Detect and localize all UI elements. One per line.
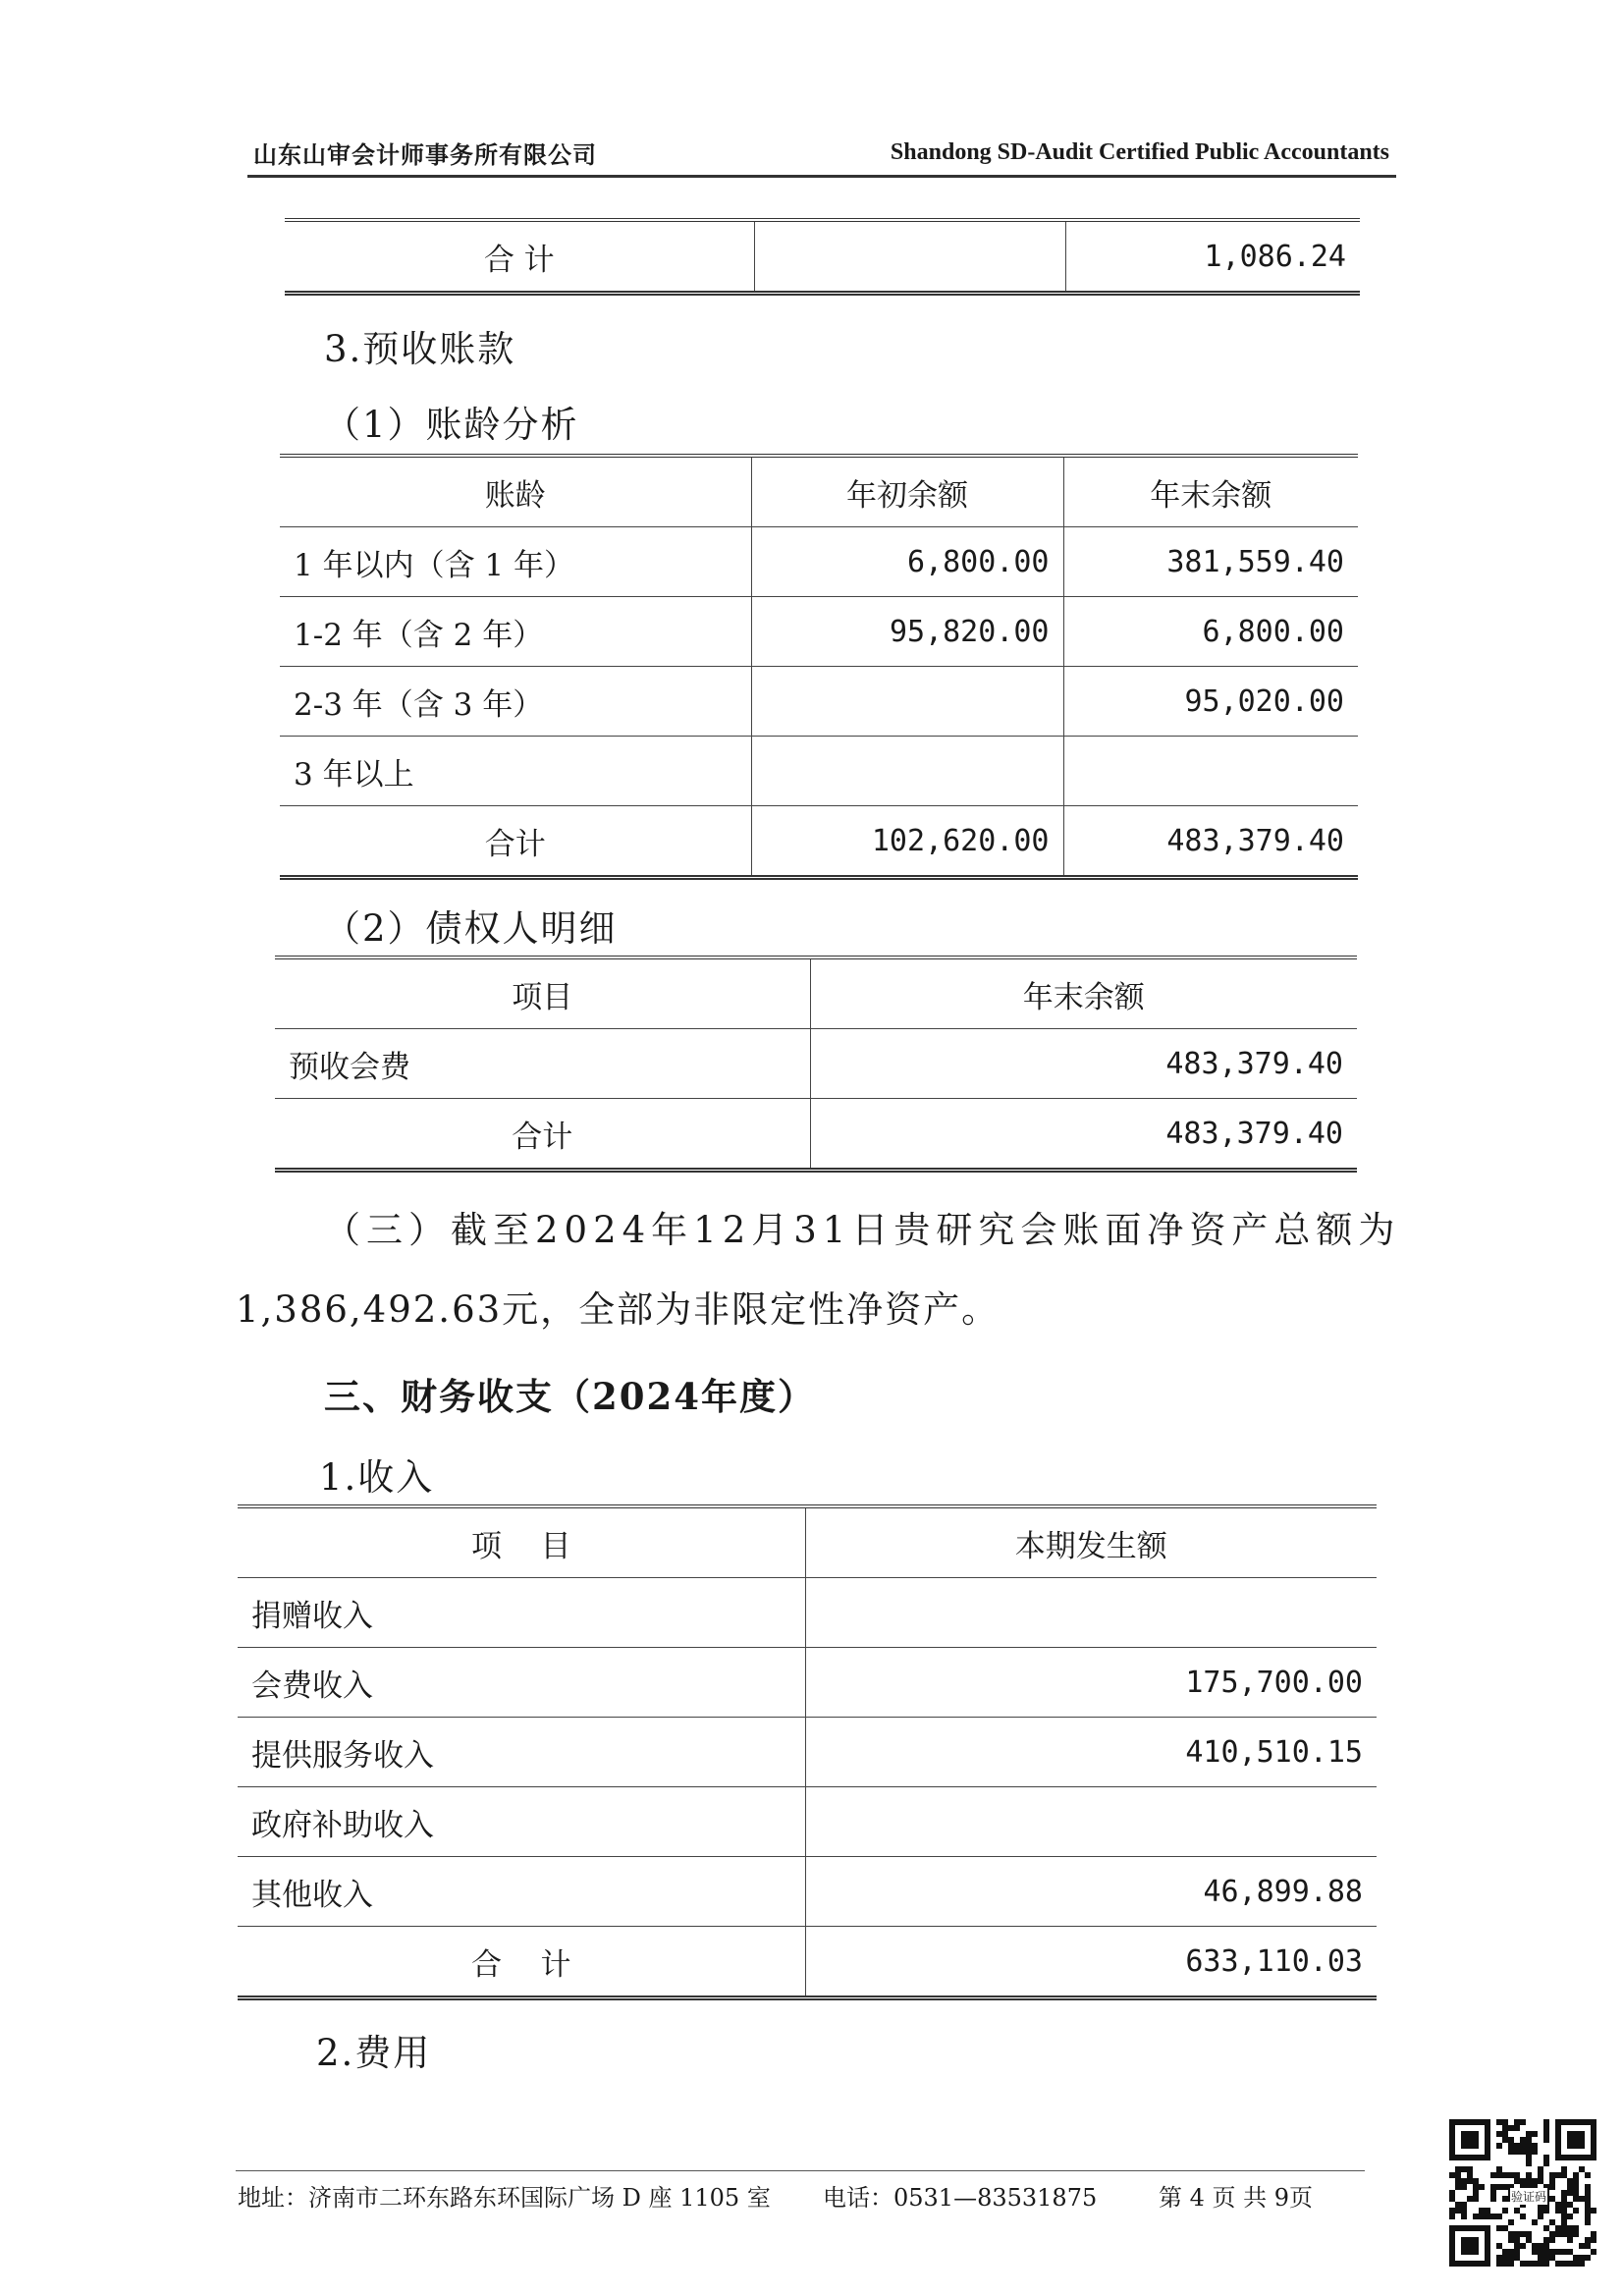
qr-code-icon[interactable]	[1449, 2119, 1596, 2267]
table-total-row	[275, 1099, 1357, 1171]
table-row	[280, 667, 1358, 737]
column-header: 账龄	[280, 456, 751, 527]
table-cell: 会费收入	[238, 1648, 805, 1718]
table-cell: 410,510.15	[805, 1718, 1377, 1787]
table-cell: 预收会费	[275, 1029, 810, 1099]
table-cell	[805, 1578, 1377, 1648]
table-cell: 其他收入	[238, 1857, 805, 1927]
income-title: 1.收入	[319, 1456, 435, 1499]
footer-page-number: 第 4 页 共 9页	[1159, 2184, 1314, 2212]
table-header-row	[275, 957, 1357, 1029]
table-cell: 捐赠收入	[238, 1578, 805, 1648]
table-cell: 633,110.03	[805, 1927, 1377, 1998]
table-header-row	[238, 1506, 1377, 1578]
table-row	[238, 1648, 1377, 1718]
qr-caption: 验证码	[1511, 2190, 1547, 2204]
table-cell: 1 年以内（含 1 年）	[280, 527, 751, 597]
table-row	[238, 1787, 1377, 1857]
footer-address: 地址：济南市二环东路东环国际广场 D 座 1105 室	[238, 2184, 771, 2212]
table-cell: 合计	[275, 1099, 810, 1171]
table-cell: 95,820.00	[751, 597, 1063, 667]
column-header: 项 目	[238, 1506, 805, 1578]
section-title: 3.预收账款	[324, 328, 516, 370]
table-row	[280, 597, 1358, 667]
net-assets-line2: 1,386,492.63元，全部为非限定性净资产。	[236, 1288, 1001, 1331]
table-cell: 175,700.00	[805, 1648, 1377, 1718]
subsection-title: （2）债权人明细	[324, 907, 618, 950]
table-row	[238, 1718, 1377, 1787]
expense-title: 2.费用	[316, 2032, 432, 2074]
table-cell	[751, 667, 1063, 737]
subsection-title: （1）账龄分析	[324, 404, 579, 446]
table-cell: 政府补助收入	[238, 1787, 805, 1857]
aging-table	[280, 454, 1358, 880]
table-cell	[754, 220, 1065, 294]
table-cell	[805, 1787, 1377, 1857]
table-cell: 1,086.24	[1065, 220, 1360, 294]
column-header: 项目	[275, 957, 810, 1029]
table-cell: 6,800.00	[751, 527, 1063, 597]
table-cell	[1063, 737, 1358, 806]
table-cell: 483,379.40	[810, 1029, 1357, 1099]
creditor-table	[275, 956, 1357, 1173]
net-assets-line1: （三）截至2024年12月31日贵研究会账面净资产总额为	[324, 1209, 1401, 1251]
table-cell: 合 计	[285, 220, 754, 294]
table-cell: 提供服务收入	[238, 1718, 805, 1787]
table-header-row	[280, 456, 1358, 527]
table-cell: 合 计	[238, 1927, 805, 1998]
header-rule	[247, 175, 1396, 178]
column-header: 本期发生额	[805, 1506, 1377, 1578]
prev-total-table	[285, 218, 1360, 296]
table-cell: 95,020.00	[1063, 667, 1358, 737]
table-row	[280, 737, 1358, 806]
table-row	[280, 527, 1358, 597]
table-cell: 102,620.00	[751, 806, 1063, 878]
footer-rule	[236, 2170, 1365, 2171]
table-row	[238, 1857, 1377, 1927]
finance-heading: 三、财务收支（2024年度）	[324, 1375, 816, 1418]
table-row	[238, 1578, 1377, 1648]
table-cell: 483,379.40	[810, 1099, 1357, 1171]
table-total-row	[238, 1927, 1377, 1998]
table-cell: 2-3 年（含 3 年）	[280, 667, 751, 737]
table-cell: 3 年以上	[280, 737, 751, 806]
table-cell: 合计	[280, 806, 751, 878]
table-cell: 6,800.00	[1063, 597, 1358, 667]
footer-phone: 电话：0531—83531875	[823, 2184, 1098, 2212]
firm-name-en: Shandong SD-Audit Certified Public Accountants	[890, 139, 1389, 165]
table-cell: 483,379.40	[1063, 806, 1358, 878]
column-header: 年初余额	[751, 456, 1063, 527]
table-cell	[751, 737, 1063, 806]
column-header: 年末余额	[1063, 456, 1358, 527]
firm-name-cn: 山东山审会计师事务所有限公司	[253, 141, 597, 169]
table-cell: 46,899.88	[805, 1857, 1377, 1927]
table-row	[275, 1029, 1357, 1099]
column-header: 年末余额	[810, 957, 1357, 1029]
table-row	[285, 220, 1360, 294]
income-table	[238, 1504, 1377, 2000]
table-cell: 1-2 年（含 2 年）	[280, 597, 751, 667]
table-cell: 381,559.40	[1063, 527, 1358, 597]
table-total-row	[280, 806, 1358, 878]
